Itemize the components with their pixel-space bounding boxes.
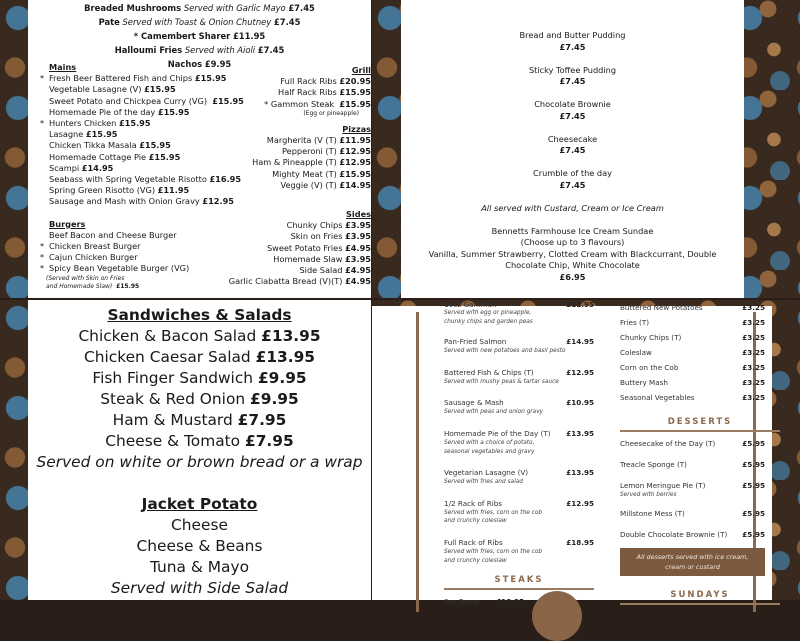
- steaks-heading: STEAKS: [494, 575, 544, 586]
- pizza-item: Margherita (V (T) £11.95: [266, 135, 371, 146]
- burger-item: Beef Bacon and Cheese Burger: [49, 229, 177, 240]
- grill-item: * Gammon Steak £15.95: [264, 98, 371, 109]
- menu-item: Battered Fish & Chips (T) £12.95 Served with mushy peas & tartar sauce: [444, 367, 594, 385]
- main-item: Seabass with Spring Vegetable Risotto £16.95: [49, 174, 242, 185]
- pizzas-heading: Pizzas: [342, 123, 371, 134]
- section-divider: [444, 588, 594, 590]
- main-item: Scampi £14.95: [49, 162, 114, 173]
- menu-photo-desserts: [372, 0, 800, 298]
- grill-heading: Grill: [351, 65, 371, 75]
- grill-item: Full Rack Ribs £20.95: [280, 76, 371, 87]
- pizza-item: Ham & Pineapple (T) £12.95: [252, 157, 371, 168]
- burger-item: * Chicken Breast Burger: [40, 241, 141, 252]
- menu-item: Pan-Fried Salmon £14.95 Served with new potatoes and basil pesto: [444, 337, 594, 355]
- side-item: Garlic Ciabatta Bread (V)(T) £4.95: [228, 276, 371, 287]
- side-item: Seasonal Vegetables £3.25: [620, 393, 765, 402]
- main-item: Homemade Pie of the day £15.95: [49, 106, 190, 117]
- starter-item: Breaded Mushrooms Served with Garlic Mayo £7.45: [84, 3, 315, 13]
- main-item: Spring Green Risotto (VG) £11.95: [49, 185, 190, 196]
- side-item: Homemade Slaw £3.95: [273, 253, 371, 264]
- sandwich-item: Fish Finger Sandwich £9.95: [92, 369, 307, 387]
- menu-item: 10oz Gammon £11.95 Served with egg or pineapple, chunky chips and garden peas: [444, 300, 594, 325]
- jacket-note: Served with Side Salad: [110, 579, 289, 597]
- burger-item: * Spicy Bean Vegetable Burger (VG): [40, 263, 190, 274]
- sandwich-item: Cheese & Tomato £7.95: [105, 432, 294, 450]
- sides-desserts-column: [620, 300, 780, 611]
- dessert-item: Double Chocolate Brownie (T) £5.95: [620, 529, 765, 539]
- menu-item: Sausage & Mash £10.95 Served with peas and onion gravy: [444, 398, 594, 416]
- food-plate-image: [532, 591, 582, 641]
- jacket-item: Cheese & Beans: [136, 537, 263, 555]
- side-item: Corn on the Cob £3.25: [620, 363, 765, 372]
- main-item: Sausage and Mash with Onion Gravy £12.95: [49, 196, 234, 207]
- menu-item: Full Rack of Ribs £18.95 Served with fries, corn on the cob and crunchy coleslaw: [444, 537, 594, 564]
- border-line-left: [416, 312, 419, 612]
- mains-column: [444, 300, 594, 607]
- grill-pizza-sides-column: [201, 62, 371, 287]
- dessert-item: Bread and Butter Pudding £7.45: [519, 30, 626, 52]
- side-item: Coleslaw £3.25: [620, 348, 765, 357]
- starter-item: Halloumi Fries Served with Aioli £7.45: [114, 45, 285, 55]
- dessert-item: Crumble of the day £7.45: [533, 168, 612, 190]
- sundae-item: Bennetts Farmhouse Ice Cream Sundae (Choose up to 3 flavours) Vanilla, Summer Strawberry, Clotted Cream with Blackcurrant, Double Chocolate Chip, White Chocolate £6.95: [428, 225, 717, 282]
- menu-sheet: [372, 300, 772, 607]
- steak-item: 8oz Rump £18.95: [444, 597, 524, 607]
- sundays-heading: SUNDAYS: [670, 589, 730, 600]
- grill-note: (Egg or pineapple): [303, 109, 359, 117]
- side-item: Side Salad £4.95: [299, 265, 371, 276]
- side-item: Buttery Mash £3.25: [620, 378, 765, 387]
- burgers-heading: Burgers: [49, 218, 86, 229]
- dessert-item: Lemon Meringue Pie (T) £5.95 Served with berries: [620, 481, 765, 498]
- mains-heading: Mains: [49, 62, 77, 72]
- dessert-item: Treacle Sponge (T) £5.95: [620, 460, 765, 469]
- menu-item: 1/2 Rack of Ribs £12.95 Served with fries, corn on the cob and crunchy coleslaw: [444, 498, 594, 525]
- desserts-note-box: All desserts served with ice cream, cream or custard: [620, 548, 765, 576]
- pizza-item: Veggie (V) (T) £14.95: [280, 179, 371, 190]
- starter-item: Nachos £9.95: [167, 59, 232, 69]
- burger-item: * Cajun Chicken Burger: [40, 252, 138, 263]
- side-item: Sweet Potato Fries £4.95: [266, 242, 371, 253]
- sandwiches-heading: Sandwiches & Salads: [107, 306, 292, 324]
- dessert-item: Cheesecake of the Day (T) £5.95: [620, 439, 765, 448]
- side-item: Buttered New Potatoes £3.25: [620, 303, 765, 312]
- menu-item: Homemade Pie of the Day (T) £13.95 Served with a choice of potato, seasonal vegetables and gravy: [444, 428, 594, 455]
- jacket-item: Tuna & Mayo: [149, 558, 250, 576]
- starters-list: [28, 0, 371, 71]
- main-item: Chicken Tikka Masala £15.95: [49, 140, 171, 151]
- section-divider: [620, 430, 780, 432]
- starter-item: * Camembert Sharer £11.95: [133, 31, 266, 41]
- main-item: * Fresh Beer Battered Fish and Chips £15.95: [40, 73, 227, 84]
- grill-item: Half Rack Ribs £15.95: [278, 87, 371, 98]
- sandwiches-section: [28, 300, 371, 599]
- main-item: Homemade Cottage Pie £15.95: [49, 151, 181, 162]
- menu-photo-sandwiches: [0, 300, 370, 600]
- sandwich-item: Steak & Red Onion £9.95: [100, 390, 299, 408]
- dessert-served-note: All served with Custard, Cream or Ice Cream: [481, 202, 664, 213]
- side-item: Chunky Chips £3.95: [286, 220, 371, 231]
- menu-photo-pub-classics: [372, 300, 800, 607]
- side-item: Fries (T) £3.25: [620, 318, 765, 327]
- section-divider: [620, 603, 780, 605]
- main-item: Lasagne £15.95: [49, 129, 118, 140]
- sandwich-item: Chicken & Bacon Salad £13.95: [78, 327, 321, 345]
- pizza-item: Pepperoni (T) £12.95: [282, 146, 371, 157]
- pizza-item: Mighty Meat (T) £15.95: [272, 168, 371, 179]
- side-item: Chunky Chips (T) £3.25: [620, 333, 765, 342]
- dessert-item: Millstone Mess (T) £5.95: [620, 508, 765, 518]
- main-item: Vegetable Lasagne (V) £15.95: [49, 84, 176, 95]
- dessert-item: Sticky Toffee Pudding £7.45: [528, 64, 617, 86]
- side-item: Skin on Fries £3.95: [290, 231, 371, 242]
- desserts-list: [401, 0, 744, 283]
- sides-heading: Sides: [346, 209, 371, 220]
- sandwich-item: Chicken Caesar Salad £13.95: [83, 348, 316, 366]
- burger-note: and Homemade Slaw) £15.95: [46, 282, 140, 290]
- menu-sheet: [28, 300, 371, 600]
- dessert-item: Chocolate Brownie £7.45: [534, 99, 611, 121]
- starter-item: Pate Served with Toast & Onion Chutney £7.45: [98, 17, 301, 27]
- jacket-heading: Jacket Potato: [141, 495, 258, 513]
- jacket-item: Cheese: [171, 516, 228, 534]
- menu-photo-mains: [0, 0, 370, 298]
- dessert-item: Cheesecake £7.45: [547, 133, 598, 155]
- menu-sheet: [28, 0, 371, 298]
- sandwiches-note: Served on white or brown bread or a wrap: [36, 453, 363, 471]
- menu-item: Vegetarian Lasagne (V) £13.95 Served with fries and salad: [444, 468, 594, 486]
- menu-sheet: [401, 0, 744, 298]
- sandwich-item: Ham & Mustard £7.95: [112, 411, 287, 429]
- main-item: Sweet Potato and Chickpea Curry (VG) £15.95: [49, 95, 244, 106]
- main-item: * Hunters Chicken £15.95: [40, 118, 151, 129]
- desserts-heading: DESSERTS: [667, 417, 733, 427]
- burger-note: (Served with Skin on Fries: [46, 274, 125, 282]
